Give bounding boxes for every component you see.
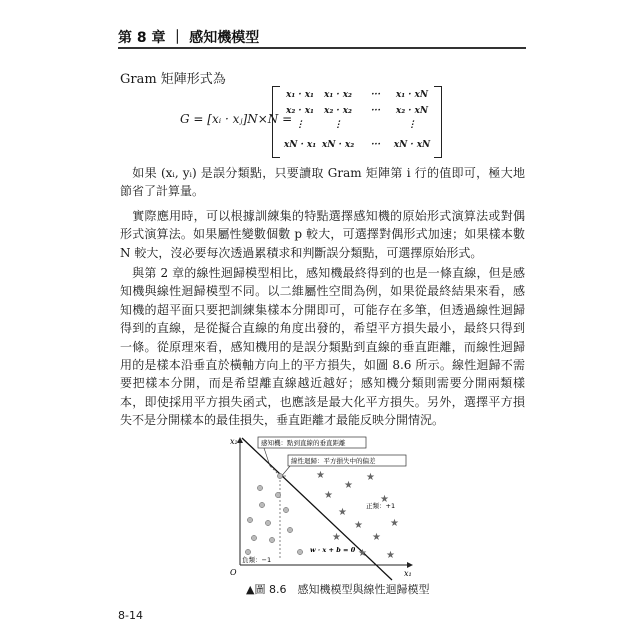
page-header (118, 25, 526, 51)
matrix-lhs: G = [xᵢ · xⱼ]N×N = (180, 112, 293, 126)
matrix-cell: ⋮ (333, 120, 343, 130)
header-separator: ｜ (170, 30, 185, 46)
figure-8-6 (220, 380, 420, 590)
positive-point: ★ (344, 480, 353, 491)
matrix-cell: x₁ · xN (395, 90, 429, 100)
negative-point (257, 485, 262, 490)
positive-point: ★ (354, 520, 363, 531)
origin-label: O (230, 568, 237, 577)
chapter-heading (118, 27, 259, 47)
negative-point (277, 473, 282, 478)
callout-regression: 線性迴歸：平方損失中的偏差 (291, 457, 376, 465)
matrix-cell: ··· (371, 140, 381, 150)
matrix-cell: xN · x₂ (321, 140, 355, 150)
matrix-cell: xN · x₁ (283, 140, 317, 150)
chapter-number: 第 8 章 (118, 30, 166, 46)
positive-point: ★ (316, 470, 325, 481)
paragraph-text: 與第 2 章的線性迴歸模型相比，感知機最終得到的也是一條直線，但是感知機與線性迴歸模型不同。以二維屬性空間為例，如果從最終結果來看，感知機的超平面只要把訓練集樣本分開即可，可能存在多筆，但透過線性迴歸得到的直線，是從擬合直線的角度出發的，希望平方損失最小，最終只得到一條。從原理來看，感知機用的是誤分類點到直線的垂直距離，而線性迴歸用的是樣本沿垂直於橫軸方向上的平方損失，如圖 8.6 所示。線性迴歸不需要把樣本分開，而是希望離直線越近越好；感知機分類則需要分開兩類樣本，即使採用平方損失函式，也應該是最大化平方損失。另外，選擇平方損失不是分開樣本的最佳損失，垂直距離才最能反映分開情況。 (120, 266, 525, 428)
chapter-title: 感知機模型 (189, 30, 260, 46)
negative-point (275, 492, 280, 497)
matrix-cell: x₁ · x₁ (285, 90, 314, 100)
y-axis-label: x₂ (230, 437, 238, 446)
paragraph-1 (120, 164, 525, 201)
matrix-cell: x₂ · xN (395, 106, 429, 116)
negative-point (251, 535, 256, 540)
matrix-cell: x₂ · x₂ (323, 106, 352, 116)
negative-point (283, 507, 288, 512)
positive-point: ★ (332, 532, 341, 543)
negative-point (245, 549, 250, 554)
positive-point: ★ (358, 548, 367, 559)
page-number: 8-14 (118, 609, 143, 622)
negative-point (247, 517, 252, 522)
matrix-cell: x₂ · x₁ (285, 106, 314, 116)
negative-samples (245, 473, 302, 554)
callout-perceptron: 感知機：點到直線的垂直距離 (261, 439, 346, 447)
paragraph-2 (120, 207, 525, 262)
negative-point (265, 520, 270, 525)
positive-point: ★ (390, 518, 399, 529)
figure-caption: ▲圖 8.6 感知機模型與線性迴歸模型 (246, 583, 430, 596)
positive-point: ★ (372, 532, 381, 543)
matrix-cell: xN · xN (393, 140, 431, 150)
matrix-cell: ··· (371, 106, 381, 116)
matrix-cell: ⋮ (407, 120, 417, 130)
negative-point (259, 502, 264, 507)
positive-point: ★ (338, 507, 347, 518)
positive-point: ★ (386, 550, 395, 561)
matrix-cell: ··· (371, 90, 381, 100)
paragraph-text: 實際應用時，可以根據訓練集的特點選擇感知機的原始形式演算法或對偶形式演算法。如果屬性變數個數 p 較大，可選擇對偶形式加速；如果樣本數 N 較大，沒必要每次透過累積求和判斷誤分類點，可選擇原始形式。 (120, 209, 525, 260)
positive-class-label: 正類：+1 (366, 502, 396, 510)
negative-point (287, 527, 292, 532)
negative-point (269, 537, 274, 542)
x-axis-label: x₁ (404, 569, 412, 578)
positive-point: ★ (324, 490, 333, 501)
positive-point: ★ (380, 494, 389, 505)
negative-point (297, 549, 302, 554)
line-equation: w · x + b = 0 (310, 546, 356, 554)
positive-point: ★ (366, 472, 375, 483)
gram-matrix (180, 82, 490, 162)
paragraph-text: 如果 (xᵢ, yᵢ) 是誤分類點，只要讀取 Gram 矩陣第 i 行的值即可，極大地節省了計算量。 (120, 166, 525, 199)
callout-perceptron-pointer (264, 448, 270, 466)
perceptron-vs-regression-diagram (220, 380, 420, 590)
header-rule (118, 47, 526, 49)
negative-class-label: 負類：−1 (242, 556, 272, 564)
gram-intro: Gram 矩陣形式為 (120, 72, 226, 87)
matrix-cell: ⋮ (295, 120, 305, 130)
matrix-cell: x₁ · x₂ (323, 90, 352, 100)
